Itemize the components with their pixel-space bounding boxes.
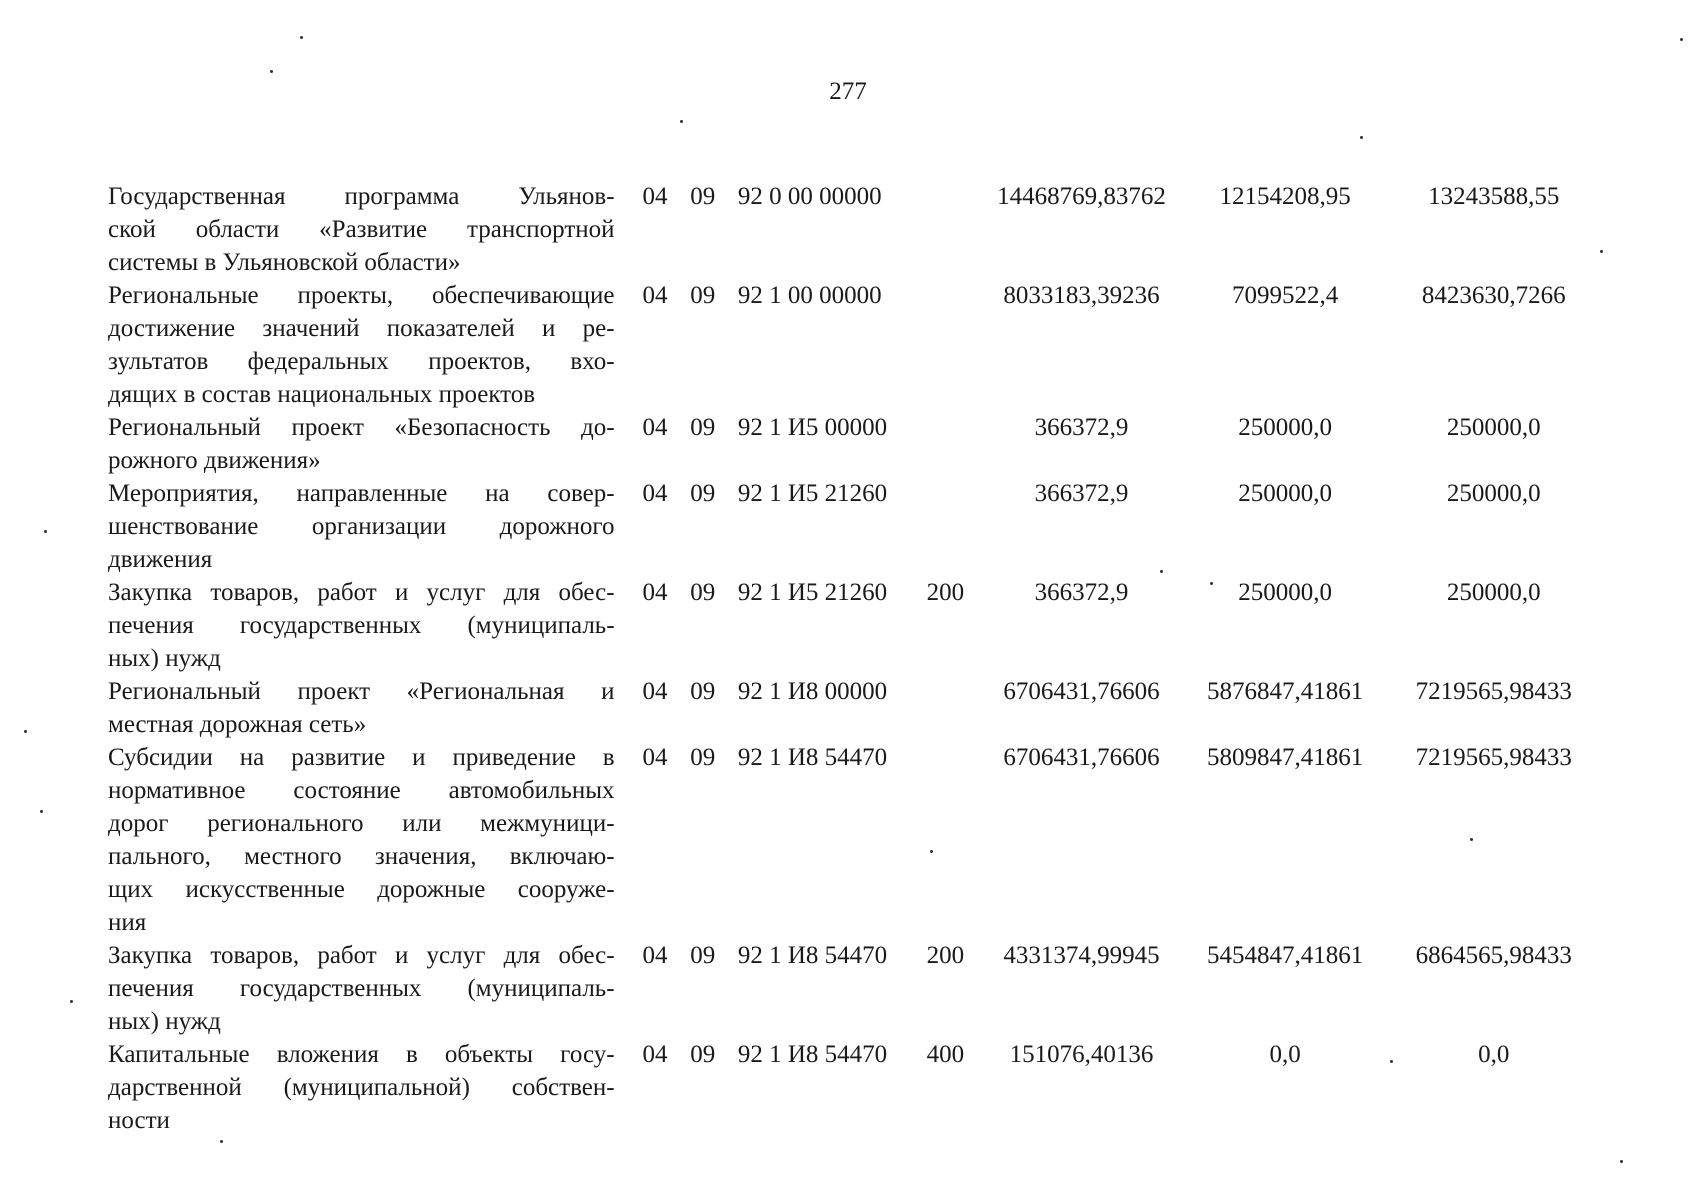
- table-row: [108, 411, 1598, 477]
- row-name-line: дорог регионального или межмуници-: [108, 810, 615, 837]
- page-number: 277: [829, 78, 867, 105]
- row-name-line: Региональный проект «Региональная и: [108, 678, 615, 705]
- row-name-line: ных) нужд: [108, 1008, 221, 1035]
- scan-speck: [930, 850, 933, 853]
- table-row: [108, 576, 1598, 675]
- row-name-line: Субсидии на развитие и приведение в: [108, 744, 615, 771]
- row-name-line: зультатов федеральных проектов, вхо-: [108, 348, 615, 375]
- table-row: [108, 279, 1598, 411]
- section-code: 04: [642, 282, 668, 309]
- row-name-line: достижение значений показателей и ре-: [108, 315, 615, 342]
- amount-year-1: 151076,40136: [1009, 1041, 1154, 1068]
- amount-year-2: 7099522,4: [1232, 282, 1339, 309]
- row-name-line: местная дорожная сеть»: [108, 711, 367, 738]
- row-name: [108, 576, 615, 675]
- section-code: 04: [642, 744, 668, 771]
- section-code: 04: [642, 480, 668, 507]
- row-name-line: Государственная программа Ульянов-: [108, 183, 615, 210]
- budget-table: [108, 180, 1598, 1137]
- amount-year-2: 5876847,41861: [1207, 678, 1364, 705]
- row-name: [108, 741, 615, 939]
- row-name: [108, 477, 615, 576]
- amount-year-1: 8033183,39236: [1003, 282, 1160, 309]
- row-name-line: ности: [108, 1107, 170, 1134]
- target-article-code: 92 0 00 00000: [737, 183, 882, 210]
- target-article-code: 92 1 00 00000: [737, 282, 882, 309]
- subsection-code: 09: [690, 678, 716, 705]
- amount-year-3: 8423630,7266: [1421, 282, 1566, 309]
- row-name-line: печения государственных (муниципаль-: [108, 612, 615, 639]
- subsection-code: 09: [690, 183, 716, 210]
- row-name-line: ской области «Развитие транспортной: [108, 216, 615, 243]
- scan-speck: [680, 120, 683, 123]
- scan-speck: [40, 810, 43, 813]
- amount-year-2: 5454847,41861: [1207, 942, 1364, 969]
- subsection-code: 09: [690, 414, 716, 441]
- scan-speck: [1600, 250, 1603, 253]
- amount-year-3: 7219565,98433: [1415, 744, 1572, 771]
- subsection-code: 09: [690, 744, 716, 771]
- table-row: [108, 675, 1598, 741]
- row-name-line: Закупка товаров, работ и услуг для обес-: [108, 942, 615, 969]
- row-name: [108, 1038, 615, 1137]
- row-name: [108, 279, 615, 411]
- target-article-code: 92 1 И8 54470: [737, 1041, 888, 1068]
- row-name-line: шенствование организации дорожного: [108, 513, 615, 540]
- scan-speck: [1390, 1060, 1393, 1063]
- row-name-line: рожного движения»: [108, 447, 321, 474]
- row-name: [108, 939, 615, 1038]
- amount-year-2: 5809847,41861: [1207, 744, 1364, 771]
- row-name-line: дящих в состав национальных проектов: [108, 381, 536, 408]
- amount-year-3: 7219565,98433: [1415, 678, 1572, 705]
- subsection-code: 09: [690, 282, 716, 309]
- section-code: 04: [642, 579, 668, 606]
- row-name-line: печения государственных (муниципаль-: [108, 975, 615, 1002]
- expense-type-code: 200: [926, 579, 965, 606]
- amount-year-2: 250000,0: [1238, 579, 1332, 606]
- table-row: [108, 477, 1598, 576]
- target-article-code: 92 1 И5 21260: [737, 579, 888, 606]
- section-code: 04: [642, 942, 668, 969]
- amount-year-2: 12154208,95: [1219, 183, 1351, 210]
- scan-speck: [1470, 838, 1473, 841]
- amount-year-1: 6706431,76606: [1003, 678, 1160, 705]
- row-name-line: Региональный проект «Безопасность до-: [108, 414, 615, 441]
- row-name-line: щих искусственные дорожные сооруже-: [108, 876, 615, 903]
- subsection-code: 09: [690, 942, 716, 969]
- scan-speck: [270, 70, 273, 73]
- table-row: [108, 741, 1598, 939]
- target-article-code: 92 1 И8 00000: [737, 678, 888, 705]
- amount-year-2: 0,0: [1269, 1041, 1301, 1068]
- expense-type-code: 200: [926, 942, 965, 969]
- table-row: [108, 180, 1598, 279]
- row-name-line: Капитальные вложения в объекты госу-: [108, 1041, 615, 1068]
- scan-speck: [1620, 1160, 1623, 1163]
- target-article-code: 92 1 И8 54470: [737, 942, 888, 969]
- row-name-line: ных) нужд: [108, 645, 221, 672]
- scan-speck: [220, 1140, 223, 1143]
- amount-year-3: 250000,0: [1446, 579, 1541, 606]
- amount-year-2: 250000,0: [1238, 480, 1332, 507]
- section-code: 04: [642, 1041, 668, 1068]
- scan-speck: [300, 36, 303, 39]
- target-article-code: 92 1 И5 21260: [737, 480, 888, 507]
- row-name: [108, 411, 615, 477]
- amount-year-3: 13243588,55: [1428, 183, 1560, 210]
- amount-year-3: 0,0: [1478, 1041, 1510, 1068]
- row-name-line: системы в Ульяновской области»: [108, 249, 461, 276]
- scan-speck: [70, 1000, 73, 1003]
- amount-year-1: 6706431,76606: [1003, 744, 1160, 771]
- amount-year-3: 6864565,98433: [1415, 942, 1572, 969]
- subsection-code: 09: [690, 1041, 716, 1068]
- row-name: [108, 180, 615, 279]
- subsection-code: 09: [690, 579, 716, 606]
- table-row: [108, 1038, 1598, 1137]
- row-name-line: движения: [108, 546, 213, 573]
- section-code: 04: [642, 678, 668, 705]
- amount-year-1: 14468769,83762: [997, 183, 1166, 210]
- target-article-code: 92 1 И5 00000: [737, 414, 888, 441]
- row-name-line: Мероприятия, направленные на совер-: [108, 480, 615, 507]
- section-code: 04: [642, 414, 668, 441]
- table-row: [108, 939, 1598, 1038]
- scan-speck: [44, 530, 47, 533]
- row-name-line: нормативное состояние автомобильных: [108, 777, 615, 804]
- amount-year-1: 366372,9: [1034, 480, 1129, 507]
- row-name: [108, 675, 615, 741]
- amount-year-1: 366372,9: [1034, 579, 1129, 606]
- row-name-line: ния: [108, 909, 147, 936]
- row-name-line: пального, местного значения, включаю-: [108, 843, 615, 870]
- scan-speck: [1160, 570, 1163, 573]
- target-article-code: 92 1 И8 54470: [737, 744, 888, 771]
- section-code: 04: [642, 183, 668, 210]
- scan-speck: [1360, 136, 1363, 139]
- amount-year-1: 4331374,99945: [1003, 942, 1160, 969]
- amount-year-1: 366372,9: [1034, 414, 1129, 441]
- amount-year-2: 250000,0: [1238, 414, 1332, 441]
- row-name-line: дарственной (муниципальной) собствен-: [108, 1074, 615, 1101]
- amount-year-3: 250000,0: [1446, 480, 1541, 507]
- scan-speck: [1210, 582, 1213, 585]
- row-name-line: Региональные проекты, обеспечивающие: [108, 282, 615, 309]
- scan-speck: [1680, 38, 1683, 41]
- expense-type-code: 400: [926, 1041, 965, 1068]
- scan-speck: [24, 730, 27, 733]
- row-name-line: Закупка товаров, работ и услуг для обес-: [108, 579, 615, 606]
- subsection-code: 09: [690, 480, 716, 507]
- amount-year-3: 250000,0: [1446, 414, 1541, 441]
